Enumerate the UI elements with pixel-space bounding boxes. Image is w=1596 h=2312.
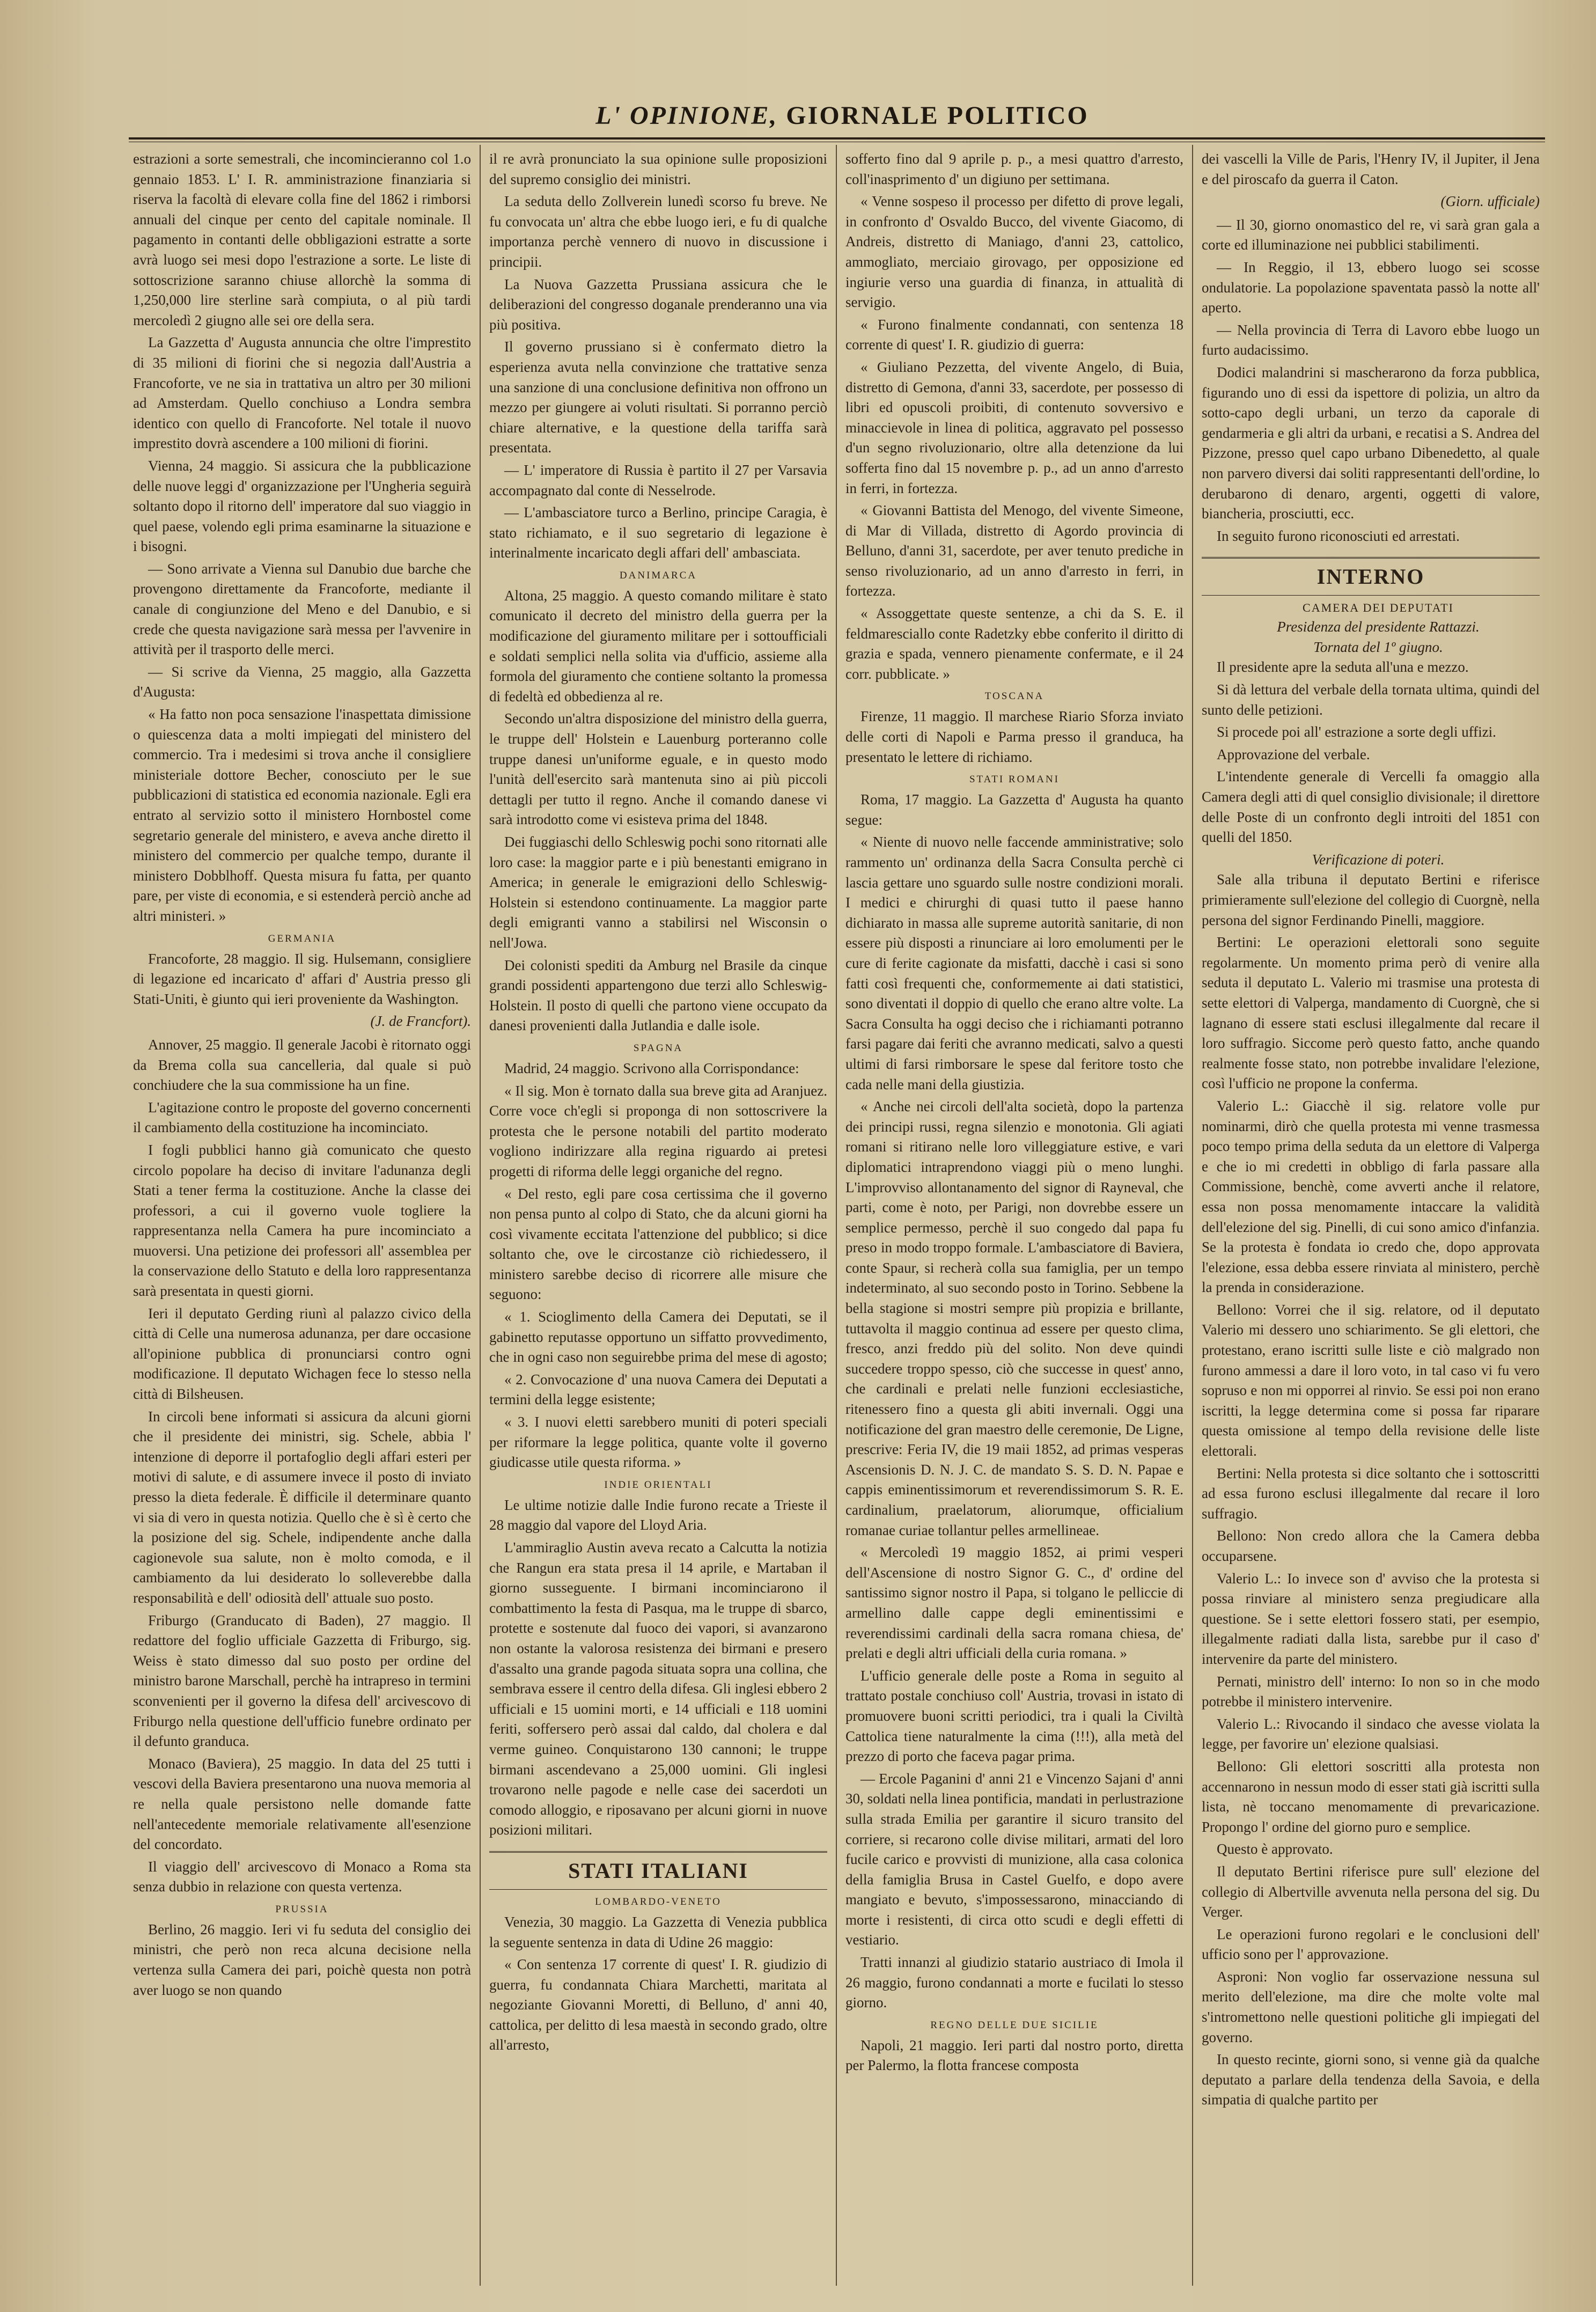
paragraph: Valerio L.: Io invece son d' avviso che la protesta si possa rinviare al ministero senza pregiudicare alla questione. Se i sette elettori fossero stati, per esempio, illegalmente radiati dalla lista, sarebbe pur il caso d' intervenire da parte del ministero.	[1202, 1570, 1540, 1667]
paragraph: Dei colonisti spediti da Amburg nel Brasile da cinque grandi possidenti appartengono due terzi allo Schleswig-Holstein. Il posto di quelli che partono viene occupato da danesi provenienti dalla Jutlandia e dalle isole.	[489, 957, 827, 1034]
source-credit: (Giorn. ufficiale)	[1440, 193, 1540, 210]
paragraph: Friburgo (Granducato di Baden), 27 maggio. Il redattore del foglio ufficiale Gazzetta di Friburgo, sig. Weiss è stato dimesso dal suo posto per ordine del ministro barone Marschall, perchè ha intrapreso in termini sconvenienti per il governo la difesa dell' arcivescovo di Friburgo nella questione dell'ufficio funebre ordinato per il defunto granduca.	[133, 1612, 471, 1750]
paragraph: Sale alla tribuna il deputato Bertini e riferisce primieramente sull'elezione del collegio di Cuorgnè, nella persona del signor Ferdinando Pinelli, maggiore.	[1202, 871, 1540, 928]
section-heading-germania: GERMANIA	[268, 933, 336, 944]
paragraph: Annover, 25 maggio. Il generale Jacobi è ritornato oggi da Brema colla sua cancelleria, dal quale si può conchiudere che la sua commissione ha un fine.	[133, 1036, 471, 1093]
masthead-rule	[129, 137, 1545, 142]
paragraph: « Del resto, egli pare cosa certissima che il governo non pensa punto al colpo di Stato, che da alcuni giorni ha così vivamente eccitata l'attenzione del pubblico; si dice soltanto che, ove le circostanze ciò richiedessero, il ministero sarebbe deciso di ricorrere alle misure che seguono:	[489, 1185, 827, 1303]
column-divider	[480, 145, 481, 2286]
source-credit: (J. de Francfort).	[370, 1013, 471, 1030]
newspaper-subtitle: GIORNALE POLITICO	[786, 101, 1089, 130]
paragraph: Il presidente apre la seduta all'una e mezzo.	[1217, 659, 1469, 676]
paragraph: Si dà lettura del verbale della tornata ultima, quindi del sunto delle petizioni.	[1202, 681, 1540, 718]
paragraph: « 2. Convocazione d' una nuova Camera dei Deputati a termini della legge esistente;	[489, 1371, 827, 1408]
paragraph: — Sono arrivate a Vienna sul Danubio due barche che provengono direttamente da Francoforte, mediante il canale di congiunzione del Meno e del Danubio, e si crede che questa navigazione sarà messa per l'avvenire in attività per il trasporto delle merci.	[133, 560, 471, 658]
paragraph: Questo è approvato.	[1217, 1841, 1333, 1858]
paragraph: La seduta dello Zollverein lunedì scorso fu breve. Ne fu convocata un' altra che ebbe luogo ieri, e fu di qualche importanza perchè vennero di nuovo in discussione i principii.	[489, 193, 827, 270]
paragraph: Monaco (Baviera), 25 maggio. In data del 25 tutti i vescovi della Baviera presentarono una nuova memoria al re nella quale persistono nelle domande fatte nell'antecedente memoriale relativamente all'esenzione del concordato.	[133, 1755, 471, 1853]
paragraph: Bellono: Gli elettori soscritti alla protesta non accennarono in nessun modo di esser stati già iscritti sulla lista, nè toccano menomamente di prevaricazione. Propongo l' ordine del giorno puro e semplice.	[1202, 1758, 1540, 1835]
section-heading-stati-romani: STATI ROMANI	[969, 774, 1060, 786]
paragraph: — L'ambasciatore turco a Berlino, principe Caragia, è stato richiamato, e il suo segretario di legazione è interinalmente incaricato degli affari dell' ambasciata.	[489, 504, 827, 561]
masthead	[129, 97, 1556, 135]
paragraph: Valerio L.: Giacchè il sig. relatore volle pur nominarmi, dirò che quella protesta mi venne trasmessa poco tempo prima della seduta da un elettore di Valperga e che io mi credetti in obbligo di farla passare alla Commissione, benchè, come avverti anche il relatore, essa non possa menomamente intaccare la validità dell'elezione del sig. Pinelli, di cui sono amico d'infanzia. Se la protesta è fondata io credo che, dopo approvata l'elezione, essa debba essere rinviata al ministero, perchè la prenda in considerazione.	[1202, 1097, 1540, 1296]
paragraph: Il viaggio dell' arcivescovo di Monaco a Roma sta senza dubbio in relazione con questa vertenza.	[133, 1858, 471, 1895]
paragraph: estrazioni a sorte semestrali, che incomincieranno col 1.o gennaio 1853. L' I. R. amministrazione finanziaria si riserva la facoltà di elevare colla fine del 1862 i rimborsi annuali del cinque per cento del capitale nominale. Il pagamento in contanti delle obbligazioni estratte a sorte avrà luogo sei mesi dopo l'estrazione a sorte. Le liste di sottoscrizione saranno chiuse allorchè la somma di 1,250,000 lire sterline sarà compiuta, o al più tardi mercoledì 2 giugno alle sei ore della sera.	[133, 151, 471, 328]
paragraph: « Con sentenza 17 corrente di quest' I. R. giudizio di guerra, fu condannata Chiara Marchetti, maritata al negoziante Giovanni Moretti, di Belluno, d' anni 40, cattolica, per delitto di lesa maestà in secondo grado, oltre all'arresto,	[489, 1956, 827, 2053]
paragraph: Berlino, 26 maggio. Ieri vi fu seduta del consiglio dei ministri, che però non reca alcuna decisione nella vertenza sulla Camera dei pari, poichè questa non potrà aver luogo se non quando	[133, 1921, 471, 1998]
section-heading-toscana: TOSCANA	[984, 691, 1045, 702]
column-divider	[1192, 145, 1193, 2286]
column-3	[845, 149, 1183, 2279]
paragraph: Firenze, 11 maggio. Il marchese Riario Sforza inviato delle corti di Napoli e Parma presso il granduca, ha presentato le lettere di richiamo.	[845, 708, 1183, 765]
paragraph: Bertini: Nella protesta si dice soltanto che i sottoscritti ad essa furono esclusi illegalmente dal recare il loro suffragio.	[1202, 1465, 1540, 1522]
paragraph: Pernati, ministro dell' interno: Io non so in che modo potrebbe il ministero intervenire.	[1202, 1673, 1540, 1710]
paragraph: « Mercoledì 19 maggio 1852, ai primi vesperi dell'Ascensione di nostro Signor G. C., d' ordine del santissimo signor nostro il Papa, si tolgano le pelliccie di armellino dalle cappe degli eminentissimi e reverendissimi cardinali della sacra romana chiesa, de' prelati e degli altri ufficiali della curia romana. »	[845, 1544, 1183, 1662]
paragraph: — Ercole Paganini d' anni 21 e Vincenzo Sajani d' anni 30, soldati nella linea pontificia, mandati in perlustrazione sulla strada Emilia per garantire il sicuro transito del corriere, si recarono colle divise militari, armati del loro fucile carico e provvisti di munizione, alla casa colonica della famiglia Brusa in Castel Guelfo, e dopo avere mangiato e bevuto, s'impossessarono, minacciando di morte i resistenti, di circa otto scudi e degli effetti di vestiario.	[845, 1770, 1183, 1948]
section-heading-spagna: SPAGNA	[633, 1042, 683, 1054]
section-heading-danimarca: DANIMARCA	[619, 569, 697, 581]
column-divider	[836, 145, 837, 2286]
paragraph: — L' imperatore di Russia è partito il 27 per Varsavia accompagnato dal conte di Nesselrode.	[489, 461, 827, 498]
session-date: Tornata del 1º giugno.	[1313, 638, 1443, 655]
paragraph: « Niente di nuovo nelle faccende amministrative; solo rammento un' ordinanza della Sacra Consulta perchè ci lascia gettare uno sguardo sulle nostre condizioni morali. I medici e chirurghi di quasi tutto il paese hanno dichiarato in massa alle supreme autorità sanitarie, di non essere più disposti a rinunciare ai loro emolumenti per le cure di ferite cagionate da misfatti, dacchè i casi si sono fatti così frequenti che, conformemente ai dati statistici, sono diventati il doppio di quello che erano altre volte. La Sacra Consulta ha oggi deciso che i richiamanti potranno farsi pagare dai feriti che avranno medicati, salvo a questi ultimi di farsi rimborsare le spese dal feritore tosto che cada nelle mani della giustizia.	[845, 834, 1183, 1092]
paragraph: sofferto fino dal 9 aprile p. p., a mesi quattro d'arresto, coll'inasprimento d' un digiuno per settimana.	[845, 151, 1183, 187]
paragraph: « Anche nei circoli dell'alta società, dopo la partenza dei principi russi, regna silenzio e monotonia. Gli agiati romani si ritirano nelle loro villeggiature estive, e vari diplomatici intraprendono viaggi più o meno lunghi. L'improvviso allontanamento del signor di Rayneval, che parti, come è noto, per Parigi, non dovrebbe essere un semplice permesso, perchè il suo congedo dal papa fu preso in modo troppo formale. L'ambasciatore di Baviera, conte Spaur, si recherà colla sua famiglia, per un tempo indeterminato, al suo secondo posto in Torino. Sebbene la bella stagione si mostri sempre più propizia e brillante, tuttavolta il maggio continua ad essere per questo clima, fresco, anzi freddo più del solito. Non deve quindi succedere troppo spesso, ciò che successe in quest' anno, che cardinali e prelati nelle funzioni ecclesiastiche, ritenessero fino a questa gli abiti invernali. Oggi una notificazione del gran maestro delle ceremonie, De Ligne, prescrive: Feria IV, die 19 maii 1852, ad primas vesperas Ascensionis D. N. J. C. de mandato S. S. D. N. Papae e cappis eminentissimorum et reverendissimorum S. R. E. cardinalium, praelatorum, aliorumque, officialium romanae curiae tollantur pelles armellineae.	[845, 1098, 1183, 1538]
paragraph: In circoli bene informati si assicura da alcuni giorni che il presidente dei ministri, sig. Schele, abbia l' intenzione di deporre il portafoglio degli affari esteri per motivi di salute, e di assumere invece il posto di inviato presso la dieta federale. È difficile il determinare quanto vi sia di vero in questa notizia. Quello che è sì è certo che la posizione del sig. Schele, indipendente anche dalla cagionevole sua salute, non è molto comoda, e il cambiamento da lui desiderato lo solleverebbe dalla responsabilità e dell' odiosità dell' attuale suo posto.	[133, 1408, 471, 1606]
paragraph: « Ha fatto non poca sensazione l'inaspettata dimissione o quiescenza data a molti impiegati del ministero del commercio. Tra i medesimi si trova anche il consigliere ministeriale dottore Becher, conosciuto per le sue pubblicazioni di statistica ed economia nazionale. Egli era entrato al servizio sotto il ministero Hornbostel come segretario generale del ministero, e aveva anche diretto il ministero del commercio per qualche tempo, durante il ministero Dobblhoff. Questa misura fu fatta, per quanto pare, per viste di economia, e si estenderà perciò anche ad altri ministeri. »	[133, 706, 471, 924]
paragraph: « Furono finalmente condannati, con sentenza 18 corrente di quest' I. R. giudizio di guerra:	[845, 316, 1183, 353]
section-heading-due-sicilie: REGNO DELLE DUE SICILIE	[930, 2019, 1099, 2031]
paragraph: Asproni: Non voglio far osservazione nessuna sul merito dell'elezione, ma dire che molte volte mal s'intromettono nelle questioni politiche gli impiegati del governo.	[1202, 1968, 1540, 2045]
paragraph: « Giuliano Pezzetta, del vivente Angelo, di Buia, distretto di Gemona, d'anni 33, sacerdote, per possesso di libri ed opuscoli proibiti, di contenuto sovversivo e minaccievole in linea di politica, aggravato pel possesso d'un segno rivoluzionario, oltre alla detenzione da lui sofferta fino dal 15 novembre p. p., ad un anno d'arresto in ferri, in fortezza.	[845, 358, 1183, 496]
paragraph: In questo recinte, giorni sono, si venne già da qualche deputato a parlare della tendenza della Savoia, e della simpatia di qualche partito per	[1202, 2051, 1540, 2108]
paragraph: — Nella provincia di Terra di Lavoro ebbe luogo un furto audacissimo.	[1202, 321, 1540, 358]
paragraph: « Giovanni Battista del Menogo, del vivente Simeone, di Mar di Villada, distretto di Agordo provincia di Belluno, d'anni 31, sacerdote, per aver tenuto prediche in senso rivoluzionario, ad un anno d'arresto in ferri, in fortezza.	[845, 502, 1183, 599]
paragraph: Madrid, 24 maggio. Scrivono alla Corrispondance:	[504, 1060, 799, 1076]
paragraph: Approvazione del verbale.	[1217, 746, 1370, 762]
paragraph: L'agitazione contro le proposte del governo concernenti il cambiamento della costituzione ha incominciato.	[133, 1099, 471, 1136]
paragraph: — In Reggio, il 13, ebbero luogo sei scosse ondulatorie. La popolazione spaventata passò la notte all' aperto.	[1202, 259, 1540, 316]
paragraph: Le ultime notizie dalle Indie furono recate a Trieste il 28 maggio dal vapore del Lloyd Aria.	[489, 1496, 827, 1533]
paragraph: Dodici malandrini si mascherarono da forza pubblica, figurando uno di essi da ispettore di polizia, un altro da sotto-capo degli urbani, un terzo da caporale di gendarmeria e gli altri da urbani, e recatisi a S. Andrea del Pizzone, presso quel capo urbano Dibenedetto, al quale non parvero diversi dai soliti rappresentanti dell'ordine, lo derubarono di denaro, argenti, oggetti di valore, biancheria, prosciutti, ecc.	[1202, 364, 1540, 522]
paragraph: Il governo prussiano si è confermato dietro la esperienza avuta nella convinzione che trattative senza una sanzione di una conclusione definitiva non offrono un mezzo per giungere ai voluti risultati. Si porranno perciò chiare alternative, e la questione della tariffa sarà presentata.	[489, 339, 827, 456]
paragraph: Bellono: Non credo allora che la Camera debba occuparsene.	[1202, 1528, 1540, 1564]
paragraph: Tratti innanzi al giudizio statario austriaco di Imola il 26 maggio, furono condannati a morte e fucilati lo stesso giorno.	[845, 1954, 1183, 2011]
paragraph: I fogli pubblici hanno già comunicato che questo circolo popolare ha deciso di invitare l'adunanza degli Stati a tener ferma la costituzione. Anche la classe dei professori, a cui il governo vuole togliere la rappresentanza nella Camera ha pure incominciato a muoversi. Una petizione dei professori all' assemblea per la conservazione dello Statuto e della loro rappresentanza sarà presentata in questi giorni.	[133, 1141, 471, 1300]
paragraph: Secondo un'altra disposizione del ministro della guerra, le truppe dell' Holstein e Lauenburg porteranno colle truppe danesi un'uniforme eguale, e in questo modo l'unità dell'esercito sarà mantenuta sino ai più piccoli dettagli per tutto il regno. Anche il comando danese vi sarà introdotto come vi esisteva prima del 1848.	[489, 710, 827, 828]
paragraph: In seguito furono riconosciuti ed arrestati.	[1217, 527, 1460, 544]
paragraph: « Assoggettate queste sentenze, a chi da S. E. il feldmaresciallo conte Radetzky ebbe conferito il diritto di grazia e spada, vennero pienamente confermate, e il 24 corr. pubblicate. »	[845, 605, 1183, 682]
paragraph: La Gazzetta d' Augusta annuncia che oltre l'imprestito di 35 milioni di fiorini che si negozia dall'Austria a Francoforte, ve ne sia in trattativa un altro per 30 milioni ad Amsterdam. Quello conchiuso a Londra sembra identico con quello di Francoforte. Nel totale il nuovo imprestito dovrà ascendere a 100 milioni di fiorini.	[133, 334, 471, 452]
newspaper-name: L' OPINIONE,	[595, 101, 778, 130]
section-title-stati-italiani: STATI ITALIANI	[489, 1851, 827, 1890]
paragraph: Venezia, 30 maggio. La Gazzetta di Venezia pubblica la seguente sentenza in data di Udine 26 maggio:	[489, 1913, 827, 1950]
subheading-verification: Verificazione di poteri.	[1312, 851, 1445, 868]
paragraph: L'intendente generale di Vercelli fa omaggio alla Camera degli atti di quel consiglio divisionale; il direttore delle Poste di un confronto degli introiti del 1851 con quelli del 1850.	[1202, 768, 1540, 846]
paragraph: il re avrà pronunciato la sua opinione sulle proposizioni del supremo consiglio dei ministri.	[489, 151, 827, 187]
column-2	[489, 149, 827, 2279]
paragraph: Francoforte, 28 maggio. Il sig. Hulsemann, consigliere di legazione ed incaricato d' affari d' Austria presso gli Stati-Uniti, è giunto qui ieri proveniente da Washington.	[133, 950, 471, 1007]
paragraph: « Venne sospeso il processo per difetto di prove legali, in confronto d' Osvaldo Bucco, del vivente Giacomo, di Andreis, distretto di Maniago, d'anni 23, cattolico, ammogliato, merciaio girovago, per opposizione ed ingiurie verso una guardia di finanza, in attualità di servigio.	[845, 193, 1183, 311]
paragraph: Roma, 17 maggio. La Gazzetta d' Augusta ha quanto segue:	[845, 791, 1183, 828]
paragraph: Napoli, 21 maggio. Ieri parti dal nostro porto, diretta per Palermo, la flotta francese composta	[845, 2037, 1183, 2074]
section-heading-lombardo-veneto: LOMBARDO-VENETO	[595, 1896, 722, 1907]
paragraph: L'ammiraglio Austin aveva recato a Calcutta la notizia che Rangun era stata presa il 14 aprile, e Martaban il giorno susseguente. I birmani incominciarono il combattimento la festa di Pasqua, ma le truppe di sbarco, protette e sostenute dal fuoco dei vapori, si avanzarono non ostante la valorosa resistenza dei birmani e presero d'assalto una grande pagoda situata sopra una collina, che sembrava essere il centro della difesa. Gli inglesi ebbero 2 ufficiali e 15 uomini morti, e 14 ufficiali e 118 uomini feriti, soffersero però assai dal caldo, dal cholera e dal verme guineo. Conquistarono 130 cannoni; le truppe birmani ascendevano a 25,000 uomini. Gli inglesi trovarono nelle pagode e nelle case dei sacerdoti un comodo alloggio, e riposavano per alcuni giorni in nuove posizioni militari.	[489, 1539, 827, 1838]
paragraph: Le operazioni furono regolari e le conclusioni dell' ufficio sono per l' approvazione.	[1202, 1926, 1540, 1963]
paragraph: « 1. Scioglimento della Camera dei Deputati, se il gabinetto reputasse opportuno un siffatto provvedimento, che in ogni caso non seguirebbe prima del mese di agosto;	[489, 1309, 827, 1366]
paragraph: Si procede poi all' estrazione a sorte degli uffizi.	[1217, 724, 1496, 740]
paragraph: Bellono: Vorrei che il sig. relatore, od il deputato Valerio mi dessero uno schiarimento. Se gli elettori, che protestano, erano iscritti sulle liste e ciò malgrado non furono ammessi a dare il loro voto, in tal caso vi fu vero sopruso e non mi opporrei al rinvio. Se essi poi non erano iscritti, la legge determina come si possa far riparare questa omissione al tempo della revisione delle liste elettorali.	[1202, 1301, 1540, 1459]
paragraph: Bertini: Le operazioni elettorali sono seguite regolarmente. Un momento prima però di venire alla seduta il deputato L. Valerio mi trasmise una protesta di sette elettori di Valperga, mandamento di Cuorgnè, che si lagnano di essere stati esclusi illegalmente dal recare il loro suffragio. Siccome però questo fatto, anche quando realmente fosse stato, non potrebbe invalidare l'elezione, così l'ufficio ne propone la conferma.	[1202, 934, 1540, 1092]
column-1	[133, 149, 471, 2279]
paragraph: — Il 30, giorno onomastico del re, vi sarà gran gala a corte ed illuminazione nei pubblici stabilimenti.	[1202, 216, 1540, 253]
section-heading-camera: CAMERA DEI DEPUTATI	[1303, 601, 1454, 615]
section-heading-prussia: PRUSSIA	[275, 1903, 329, 1915]
paragraph: — Si scrive da Vienna, 25 maggio, alla Gazzetta d'Augusta:	[133, 663, 471, 700]
section-title-interno: INTERNO	[1202, 557, 1540, 596]
paragraph: Il deputato Bertini riferisce pure sull' elezione del collegio di Albertville avvenuta nella persona del sig. Du Verger.	[1202, 1863, 1540, 1920]
paragraph: « 3. I nuovi eletti sarebbero muniti di poteri speciali per riformare la legge politica, quante volte il governo giudicasse utile questa riforma. »	[489, 1414, 827, 1471]
section-heading-indie-orientali: INDIE ORIENTALI	[604, 1479, 712, 1491]
paragraph: Altona, 25 maggio. A questo comando militare è stato comunicato il decreto del ministro della guerra per la modificazione del giuramento militare per i sottoufficiali e soldati semplici nella solita via d'ufficio, assieme alla formola del giuramento che contiene soltanto la promessa di fedeltà ed obbedienza al re.	[489, 587, 827, 704]
paragraph: Vienna, 24 maggio. Si assicura che la pubblicazione delle nuove leggi d' organizzazione per l'Ungheria seguirà soltanto dopo il ritorno dell' imperatore dal suo viaggio in quel paese, volendo egli prima esaminarne la situazione e i bisogni.	[133, 457, 471, 555]
paragraph: Dei fuggiaschi dello Schleswig pochi sono ritornati alle loro case: la maggior parte e i più benestanti emigrano in America; in generale le emigrazioni dello Schleswig-Holstein si estendono continuamente. La maggior parte degli emigranti vanno a stabilirsi nel Wisconsin o nell'Jowa.	[489, 834, 827, 951]
paragraph: La Nuova Gazzetta Prussiana assicura che le deliberazioni del congresso doganale prenderanno una via più positiva.	[489, 276, 827, 333]
presidency-line: Presidenza del presidente Rattazzi.	[1277, 619, 1480, 635]
paragraph: L'ufficio generale delle poste a Roma in seguito al trattato postale conchiuso coll' Austria, trovasi in istato di promuovere buoni scritti periodici, tra i quali la Civiltà Cattolica tiene naturalmente la cima (!!!), alla metà del prezzo di porto che faceva pagar prima.	[845, 1667, 1183, 1765]
paragraph: Ieri il deputato Gerding riunì al palazzo civico della città di Celle una numerosa adunanza, per dare occasione all'opinione pubblica di pronunciarsi contro ogni modificazione. Il deputato Wichagen fece lo stesso nella città di Bilsheusen.	[133, 1305, 471, 1403]
paragraph: dei vascelli la Ville de Paris, l'Henry IV, il Jupiter, il Jena e del piroscafo da guerra il Caton.	[1202, 151, 1540, 187]
paragraph: « Il sig. Mon è tornato dalla sua breve gita ad Aranjuez. Corre voce ch'egli si proponga di non sottoscrivere la protesta che le persone notabili del partito moderato vogliono indirizzare alla regina riguardo ai pretesi progetti di riforma delle leggi organiche del regno.	[489, 1082, 827, 1179]
column-4	[1202, 149, 1540, 2279]
paragraph: Valerio L.: Rivocando il sindaco che avesse violata la legge, per favorire un' elezione qualsiasi.	[1202, 1715, 1540, 1752]
